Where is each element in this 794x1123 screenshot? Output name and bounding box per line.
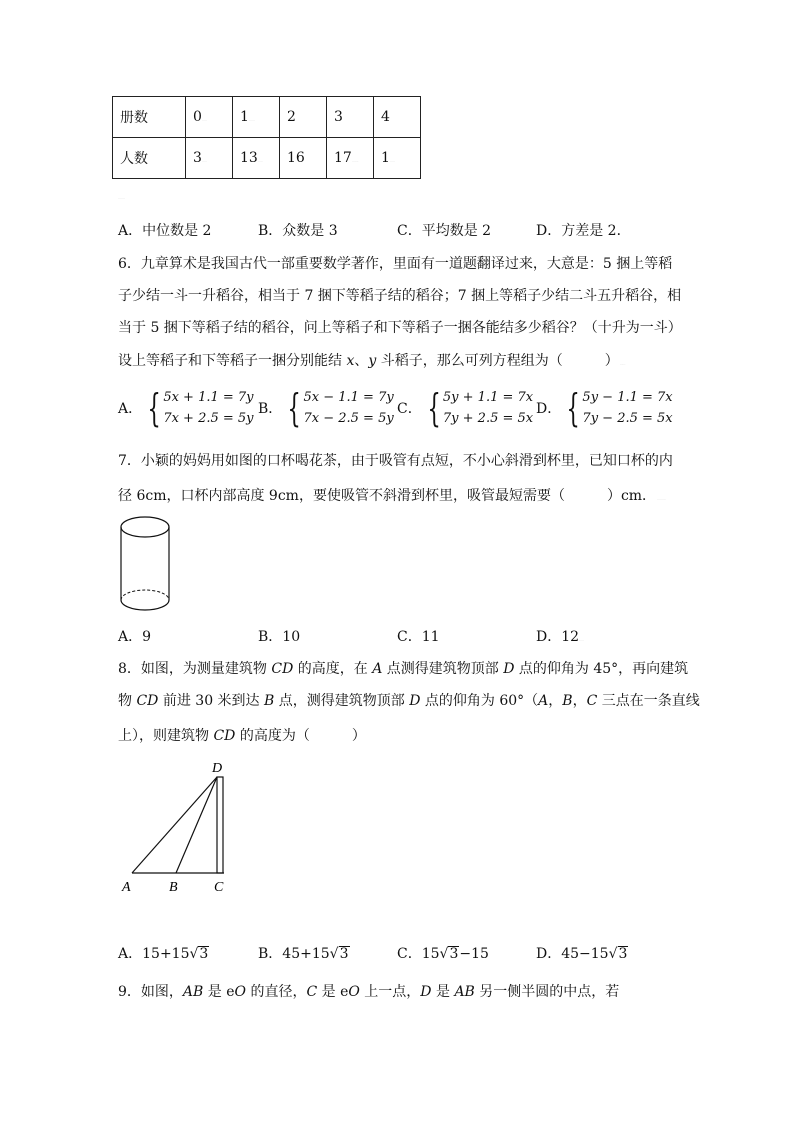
building-figure	[112, 755, 242, 895]
q7-option-c: C．11	[397, 629, 440, 645]
sight-line-b	[176, 777, 217, 873]
q6-text-line: 子少结一斗一升稻谷，相当于 7 捆下等稻子结的稻谷；7 捆上等稻子少结二斗五升稻谷，相	[118, 288, 682, 304]
table-cell: 17.......	[327, 138, 374, 179]
label-c: C	[214, 880, 224, 895]
table-cell: 人数	[113, 138, 186, 179]
frequency-table	[112, 96, 421, 179]
q7-option-d: D．12.....	[536, 629, 584, 645]
q9-text-line: 9．如图，AB 是 eO 的直径，C 是 eO 上一点，D 是 AB 另一侧半圆的中点，若	[118, 984, 620, 1000]
label-d: D	[212, 761, 223, 776]
q7-option-b: B．10	[258, 629, 301, 645]
q5-option-c: C．平均数是 2	[397, 223, 492, 239]
table-cell: 3	[327, 97, 374, 138]
q6-option-a: A． { 5x + 1.1 = 7y 7x + 2.5 = 5y	[118, 386, 254, 430]
q8-text-line: 上），则建筑物 CD 的高度为（ ）	[118, 728, 366, 744]
sight-line-a	[132, 777, 217, 873]
q6-option-b: B． { 5x − 1.1 = 7y 7x − 2.5 = 5y	[258, 386, 394, 430]
q6-text-line: 设上等稻子和下等稻子一捆分别能结 x、y 斗稻子，那么可列方程组为（ ） ......	[118, 353, 626, 369]
table-cell: 2	[280, 97, 327, 138]
label-a: A	[122, 880, 131, 895]
table-cell: 0.....	[186, 97, 233, 138]
table-row	[113, 138, 421, 179]
q7-text-line: 7．小颖的妈妈用如图的口杯喝花茶，由于吸管有点短，不小心斜滑到杯里，已知口杯的内	[118, 453, 673, 469]
q8-text-line: 物 CD 前进 30 米到达 B 点，测得建筑物顶部 D 点的仰角为 60°（A，B，C 三点在一条直线	[118, 693, 700, 709]
table-cell: 册数	[113, 97, 186, 138]
q5-option-d: D．方差是 2．	[536, 223, 631, 239]
cup-top-rim	[121, 517, 169, 537]
table-cell: 16	[280, 138, 327, 179]
table-cell: 1......	[233, 97, 280, 138]
q8-text-line: 8．如图，为测量建筑物 CD 的高度，在 A 点测得建筑物顶部 D 点的仰角为 45°，再向建筑	[118, 661, 689, 677]
q7-text-line: 径 6cm，口杯内部高度 9cm，要使吸管不斜滑到杯里，吸管最短需要（ ）cm． .........	[118, 488, 666, 504]
sqrt-icon: √	[608, 946, 618, 962]
cup-bottom-front	[121, 600, 169, 610]
table-cell: 13.....	[233, 138, 280, 179]
sqrt-icon: √	[439, 946, 449, 962]
q8-option-b: B．45+15√3	[258, 946, 349, 962]
cup-figure	[118, 515, 172, 615]
label-b: B	[169, 880, 178, 895]
q5-option-b: B．众数是 3	[258, 223, 338, 239]
sqrt-icon: √	[189, 946, 199, 962]
q5-option-a: A．中位数是 2	[118, 223, 212, 239]
q8-option-d: D．45−15√3	[536, 946, 628, 962]
q7-option-a: A．9	[118, 629, 152, 645]
q6-option-c: C． { 5y + 1.1 = 7x 7y + 2.5 = 5x	[397, 386, 534, 430]
q6-option-d: D． { 5y − 1.1 = 7x 7y − 2.5 = 5x	[536, 386, 673, 430]
q8-option-a: A．15+15√3	[118, 946, 209, 962]
q6-text-line: 当于 5 捆下等稻子结的稻谷，问上等稻子和下等稻子一捆各能结多少稻谷？（十升为一斗）	[118, 320, 682, 336]
table-cell: 3.....	[186, 138, 233, 179]
table-cell: 1.....	[374, 138, 421, 179]
watermark-dots: .......	[118, 196, 125, 200]
table-row	[113, 97, 421, 138]
table-cell: 4	[374, 97, 421, 138]
cup-bottom-back	[121, 590, 169, 600]
q8-option-c: C．15√3−15	[397, 946, 489, 962]
sqrt-icon: √	[329, 946, 339, 962]
q6-text-line: 6．九章算术是我国古代一部重要数学著作，里面有一道题翻译过来，大意是：5 捆上等稻	[118, 256, 673, 272]
building-cd	[217, 777, 223, 873]
